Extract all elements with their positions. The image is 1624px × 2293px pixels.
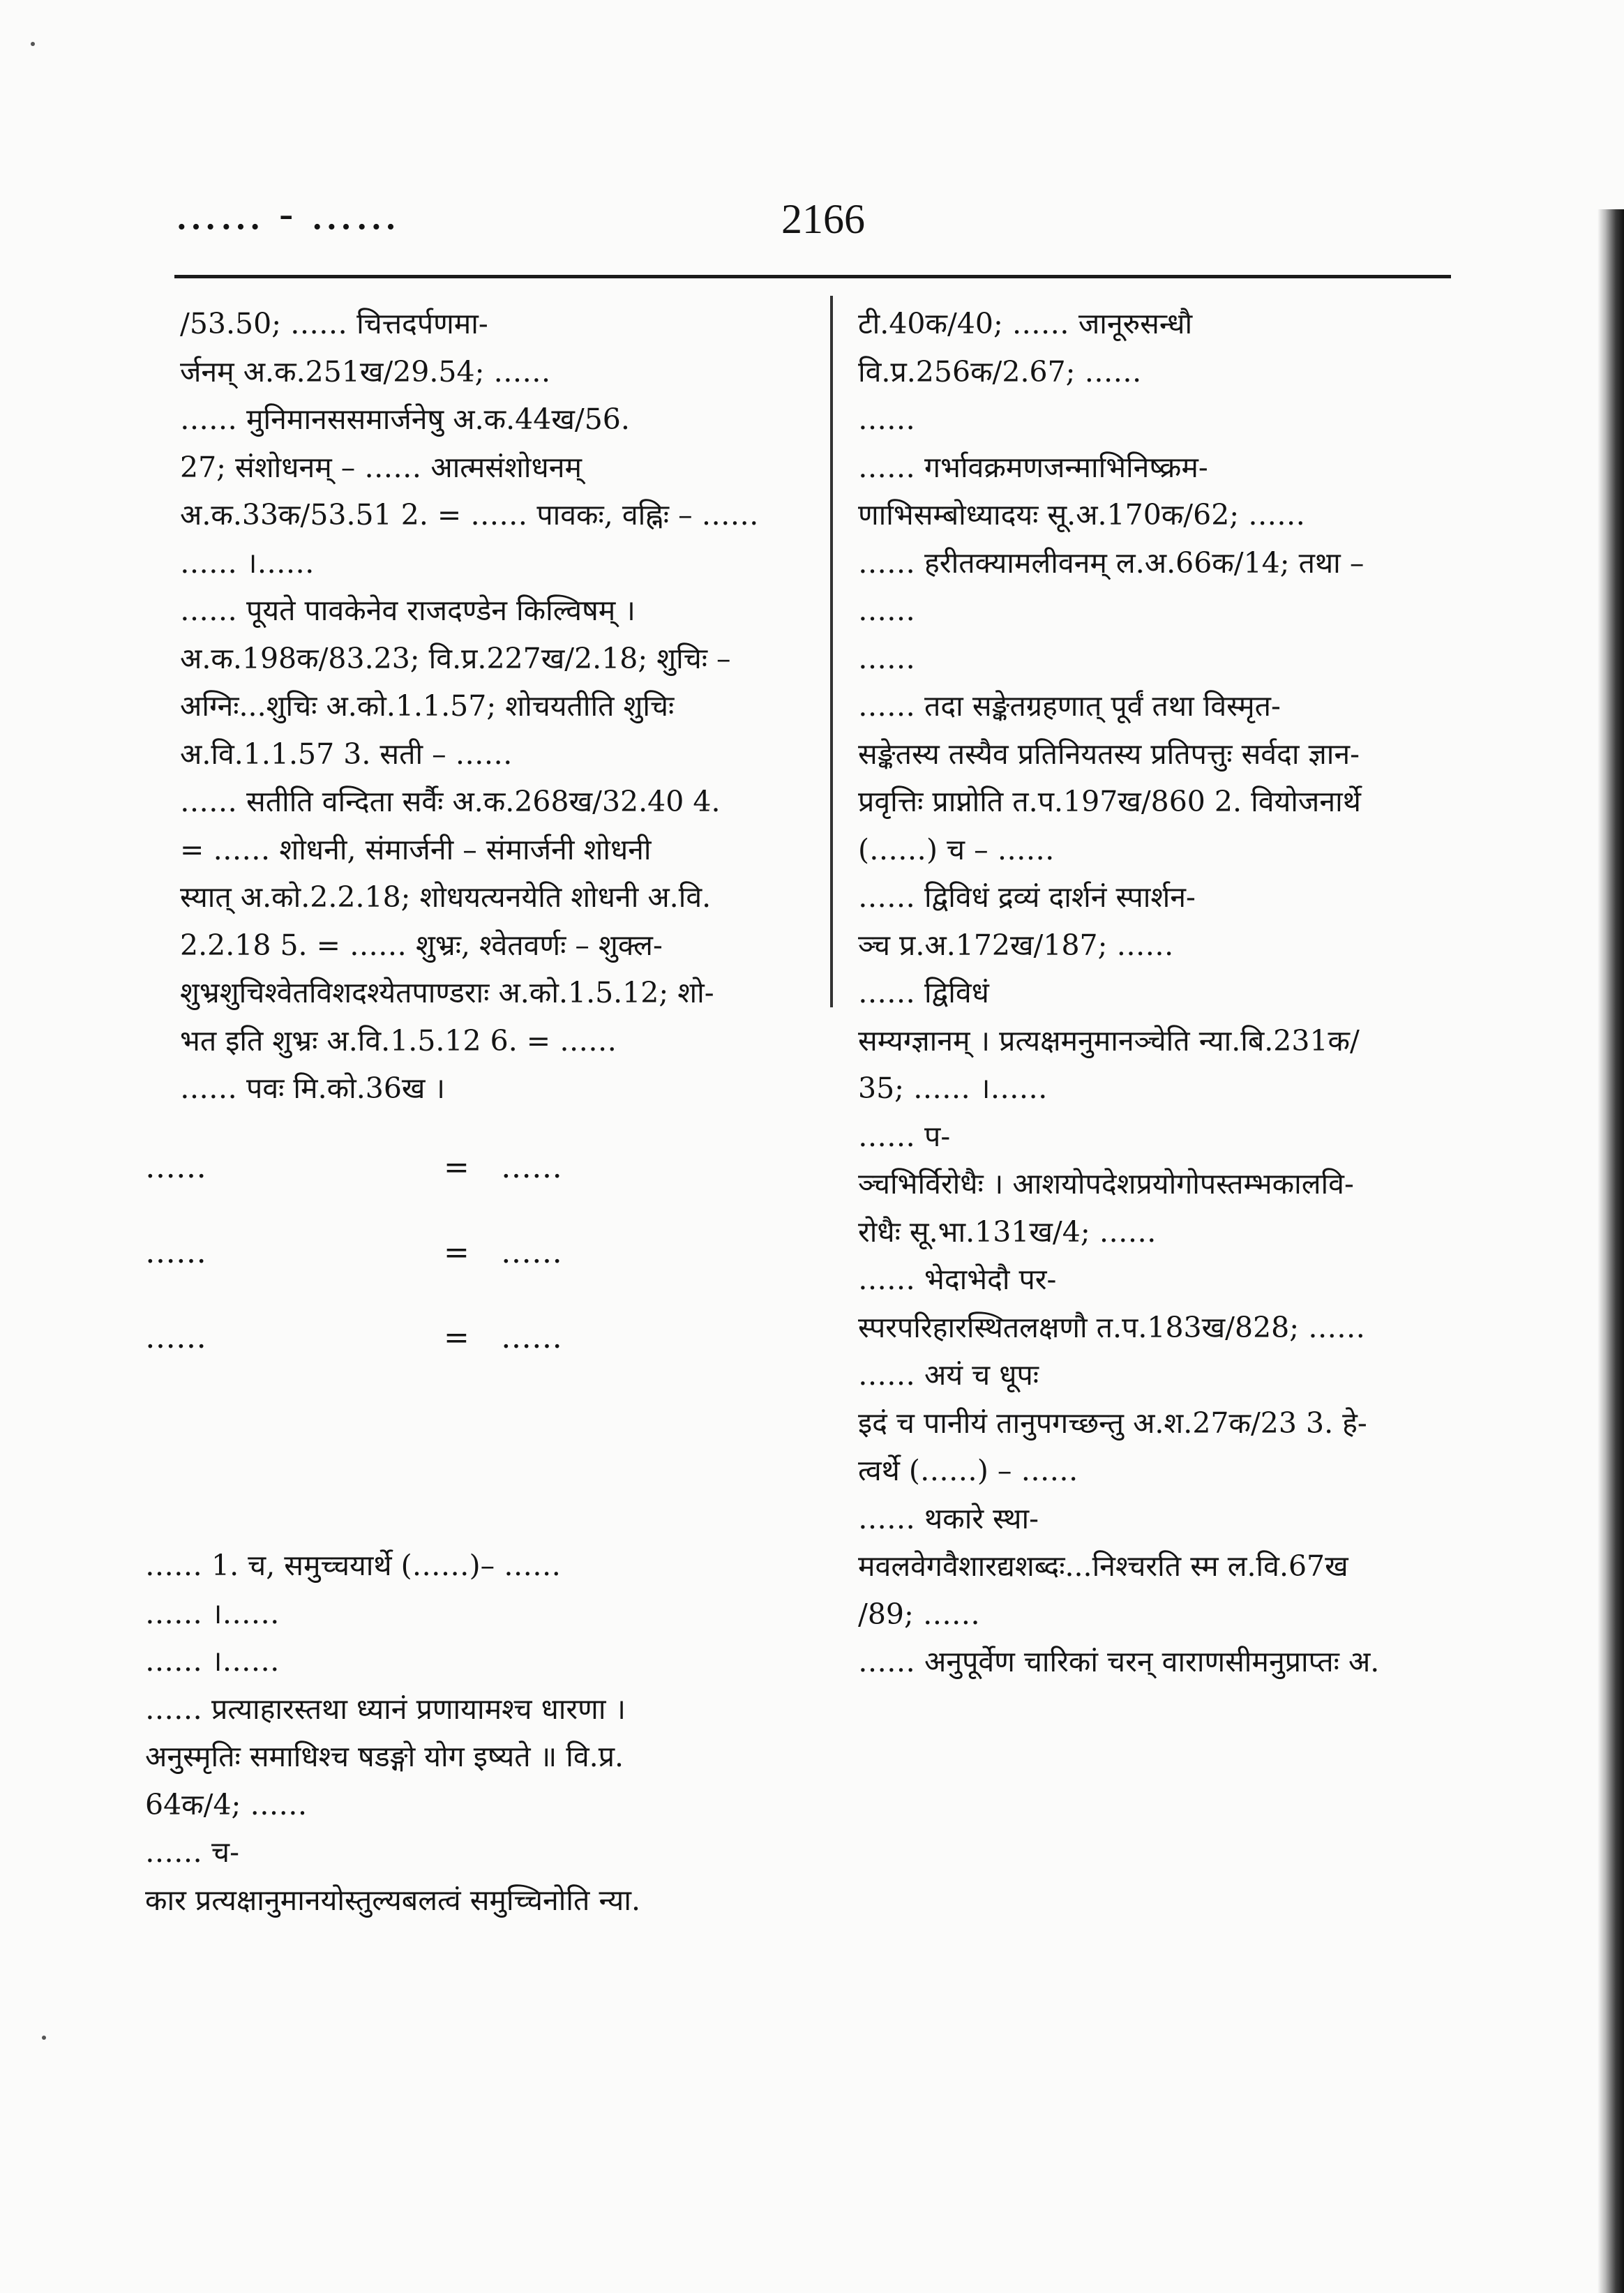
text-line: णाभिसम्बोध्यादयः सू.अ.170क/62; …… xyxy=(858,498,1306,532)
cross-ref-headword: …… xyxy=(145,1235,206,1270)
text-line: …… पवः मि.को.36ख । xyxy=(180,1072,446,1105)
text-line: अ.क.198क/83.23; वि.प्र.227ख/2.18; शुचिः – xyxy=(180,641,731,675)
text-line: 2.2.18 5. = …… शुभ्रः, श्वेतवर्णः – शुक्ल- xyxy=(180,928,663,962)
text-line: सम्यग्ज्ञानम् । प्रत्यक्षमनुमानञ्चेति न्या.बि.231क/ xyxy=(858,1023,1360,1058)
text-line: /89; …… xyxy=(858,1597,980,1631)
text-line: अग्निः...शुचिः अ.को.1.1.57; शोचयतीति शुचिः xyxy=(180,689,675,723)
text-line: ञ्च प्र.अ.172ख/187; …… xyxy=(858,928,1174,962)
text-line: 64क/4; …… xyxy=(145,1787,308,1821)
text-line: 35; …… ।…… xyxy=(858,1072,1048,1105)
text-line: …… अयं च धूपः xyxy=(858,1358,1039,1392)
text-line: = …… शोधनी, संमार्जनी – संमार्जनी शोधनी xyxy=(180,832,652,866)
text-line: /53.50; …… चित्तदर्पणमा- xyxy=(180,307,488,340)
header-rule xyxy=(174,275,1451,278)
equals-sign: = xyxy=(444,1320,469,1355)
cross-reference xyxy=(145,1235,815,1291)
text-line: …… तदा सङ्केतग्रहणात् पूर्वं तथा विस्मृत- xyxy=(858,689,1281,723)
text-line: स्यात् अ.को.2.2.18; शोधयत्यनयेति शोधनी अ.वि. xyxy=(180,880,712,914)
text-line: टी.40क/40; …… जानूरुसन्धौ xyxy=(858,307,1193,340)
scan-speck xyxy=(42,2036,46,2040)
text-line: …… अनुपूर्वेण चारिकां चरन् वाराणसीमनुप्राप्तः अ. xyxy=(858,1645,1380,1678)
cross-ref-target: …… xyxy=(501,1320,562,1355)
text-line: (……) च – …… xyxy=(858,832,1055,866)
text-line: त्वर्थे (……) – …… xyxy=(858,1454,1078,1487)
text-line: …… ।…… xyxy=(145,1596,280,1630)
cross-ref-headword: …… xyxy=(145,1320,206,1355)
text-line: रोधैः सू.भा.131ख/4; …… xyxy=(858,1215,1157,1249)
equals-sign: = xyxy=(444,1235,469,1270)
text-line: …… थकारे स्था- xyxy=(858,1501,1039,1535)
text-line: …… हरीतक्यामलीवनम् ल.अ.66क/14; तथा – xyxy=(858,546,1364,580)
text-line: अ.क.33क/53.51 2. = …… पावकः, वह्निः – …… xyxy=(180,498,759,532)
text-line: …… xyxy=(858,594,915,627)
cross-ref-headword: …… xyxy=(145,1150,206,1185)
text-line: मवलवेगवैशारद्यशब्दः...निश्चरति स्म ल.वि.67ख xyxy=(858,1549,1348,1583)
cross-reference xyxy=(145,1150,815,1205)
right-column xyxy=(858,300,1458,1686)
equals-sign: = xyxy=(444,1150,469,1185)
text-line: 27; संशोधनम् – …… आत्मसंशोधनम् xyxy=(180,450,582,484)
text-line: भत इति शुभ्रः अ.वि.1.5.12 6. = …… xyxy=(180,1023,617,1058)
text-line: …… गर्भावक्रमणजन्माभिनिष्क्रम- xyxy=(858,450,1208,484)
page-edge-shadow xyxy=(1597,209,1624,2293)
column-divider xyxy=(830,296,833,1007)
text-line: …… प- xyxy=(858,1119,951,1153)
text-line: स्परपरिहारस्थितलक्षणौ त.प.183ख/828; …… xyxy=(858,1310,1366,1344)
text-line: शुभ्रशुचिश्वेतविशदश्येतपाण्डराः अ.को.1.5.12; शो- xyxy=(180,976,714,1009)
text-line: प्रवृत्तिः प्राप्नोति त.प.197ख/860 2. वियोजनार्थे xyxy=(858,785,1361,818)
text-line: …… ।…… xyxy=(180,546,315,580)
cross-ref-target: …… xyxy=(501,1150,562,1185)
page-number: 2166 xyxy=(781,196,865,242)
text-line: …… ।…… xyxy=(145,1644,280,1678)
scan-speck xyxy=(31,42,35,46)
text-line: …… भेदाभेदौ पर- xyxy=(858,1263,1057,1296)
text-line: अनुस्मृतिः समाधिश्च षडङ्गो योग इष्यते ॥ वि.प्र. xyxy=(145,1740,624,1773)
text-line: …… मुनिमानससमार्जनेषु अ.क.44ख/56. xyxy=(180,403,630,436)
text-line: …… द्विविधं द्रव्यं दार्शनं स्पार्शन- xyxy=(858,880,1196,914)
text-line: …… xyxy=(858,403,915,436)
text-line: …… द्विविधं xyxy=(858,976,989,1009)
dictionary-entry xyxy=(145,1542,811,1924)
text-line: …… सतीति वन्दिता सर्वैः अ.क.268ख/32.40 4. xyxy=(180,785,721,818)
text-line: वि.प्र.256क/2.67; …… xyxy=(858,354,1142,389)
text-line: कार प्रत्यक्षानुमानयोस्तुल्यबलत्वं समुच्चिनोति न्या. xyxy=(145,1883,640,1917)
text-line: सङ्केतस्य तस्यैव प्रतिनियतस्य प्रतिपत्तुः सर्वदा ज्ञान- xyxy=(858,737,1360,771)
text-line: ञ्चभिर्विरोधैः । आशयोपदेशप्रयोगोपस्तम्भकालवि- xyxy=(858,1167,1354,1201)
text-line: …… प्रत्याहारस्तथा ध्यानं प्रणायामश्च धारणा । xyxy=(145,1692,626,1726)
text-line: …… च- xyxy=(145,1835,239,1869)
text-line: र्जनम् अ.क.251ख/29.54; …… xyxy=(180,354,551,389)
left-column xyxy=(180,300,808,1113)
text-line: …… xyxy=(858,641,915,675)
cross-ref-target: …… xyxy=(501,1235,562,1270)
text-line: …… पूयते पावकेनेव राजदण्डेन किल्विषम् । xyxy=(180,594,636,627)
text-line: इदं च पानीयं तानुपगच्छन्तु अ.श.27क/23 3. हे- xyxy=(858,1406,1367,1440)
text-line: …… 1. च, समुच्चयार्थे (……)– …… xyxy=(145,1549,562,1582)
text-line: अ.वि.1.1.57 3. सती – …… xyxy=(180,737,513,771)
cross-reference xyxy=(145,1320,815,1376)
running-headword: …… - …… xyxy=(174,188,400,239)
